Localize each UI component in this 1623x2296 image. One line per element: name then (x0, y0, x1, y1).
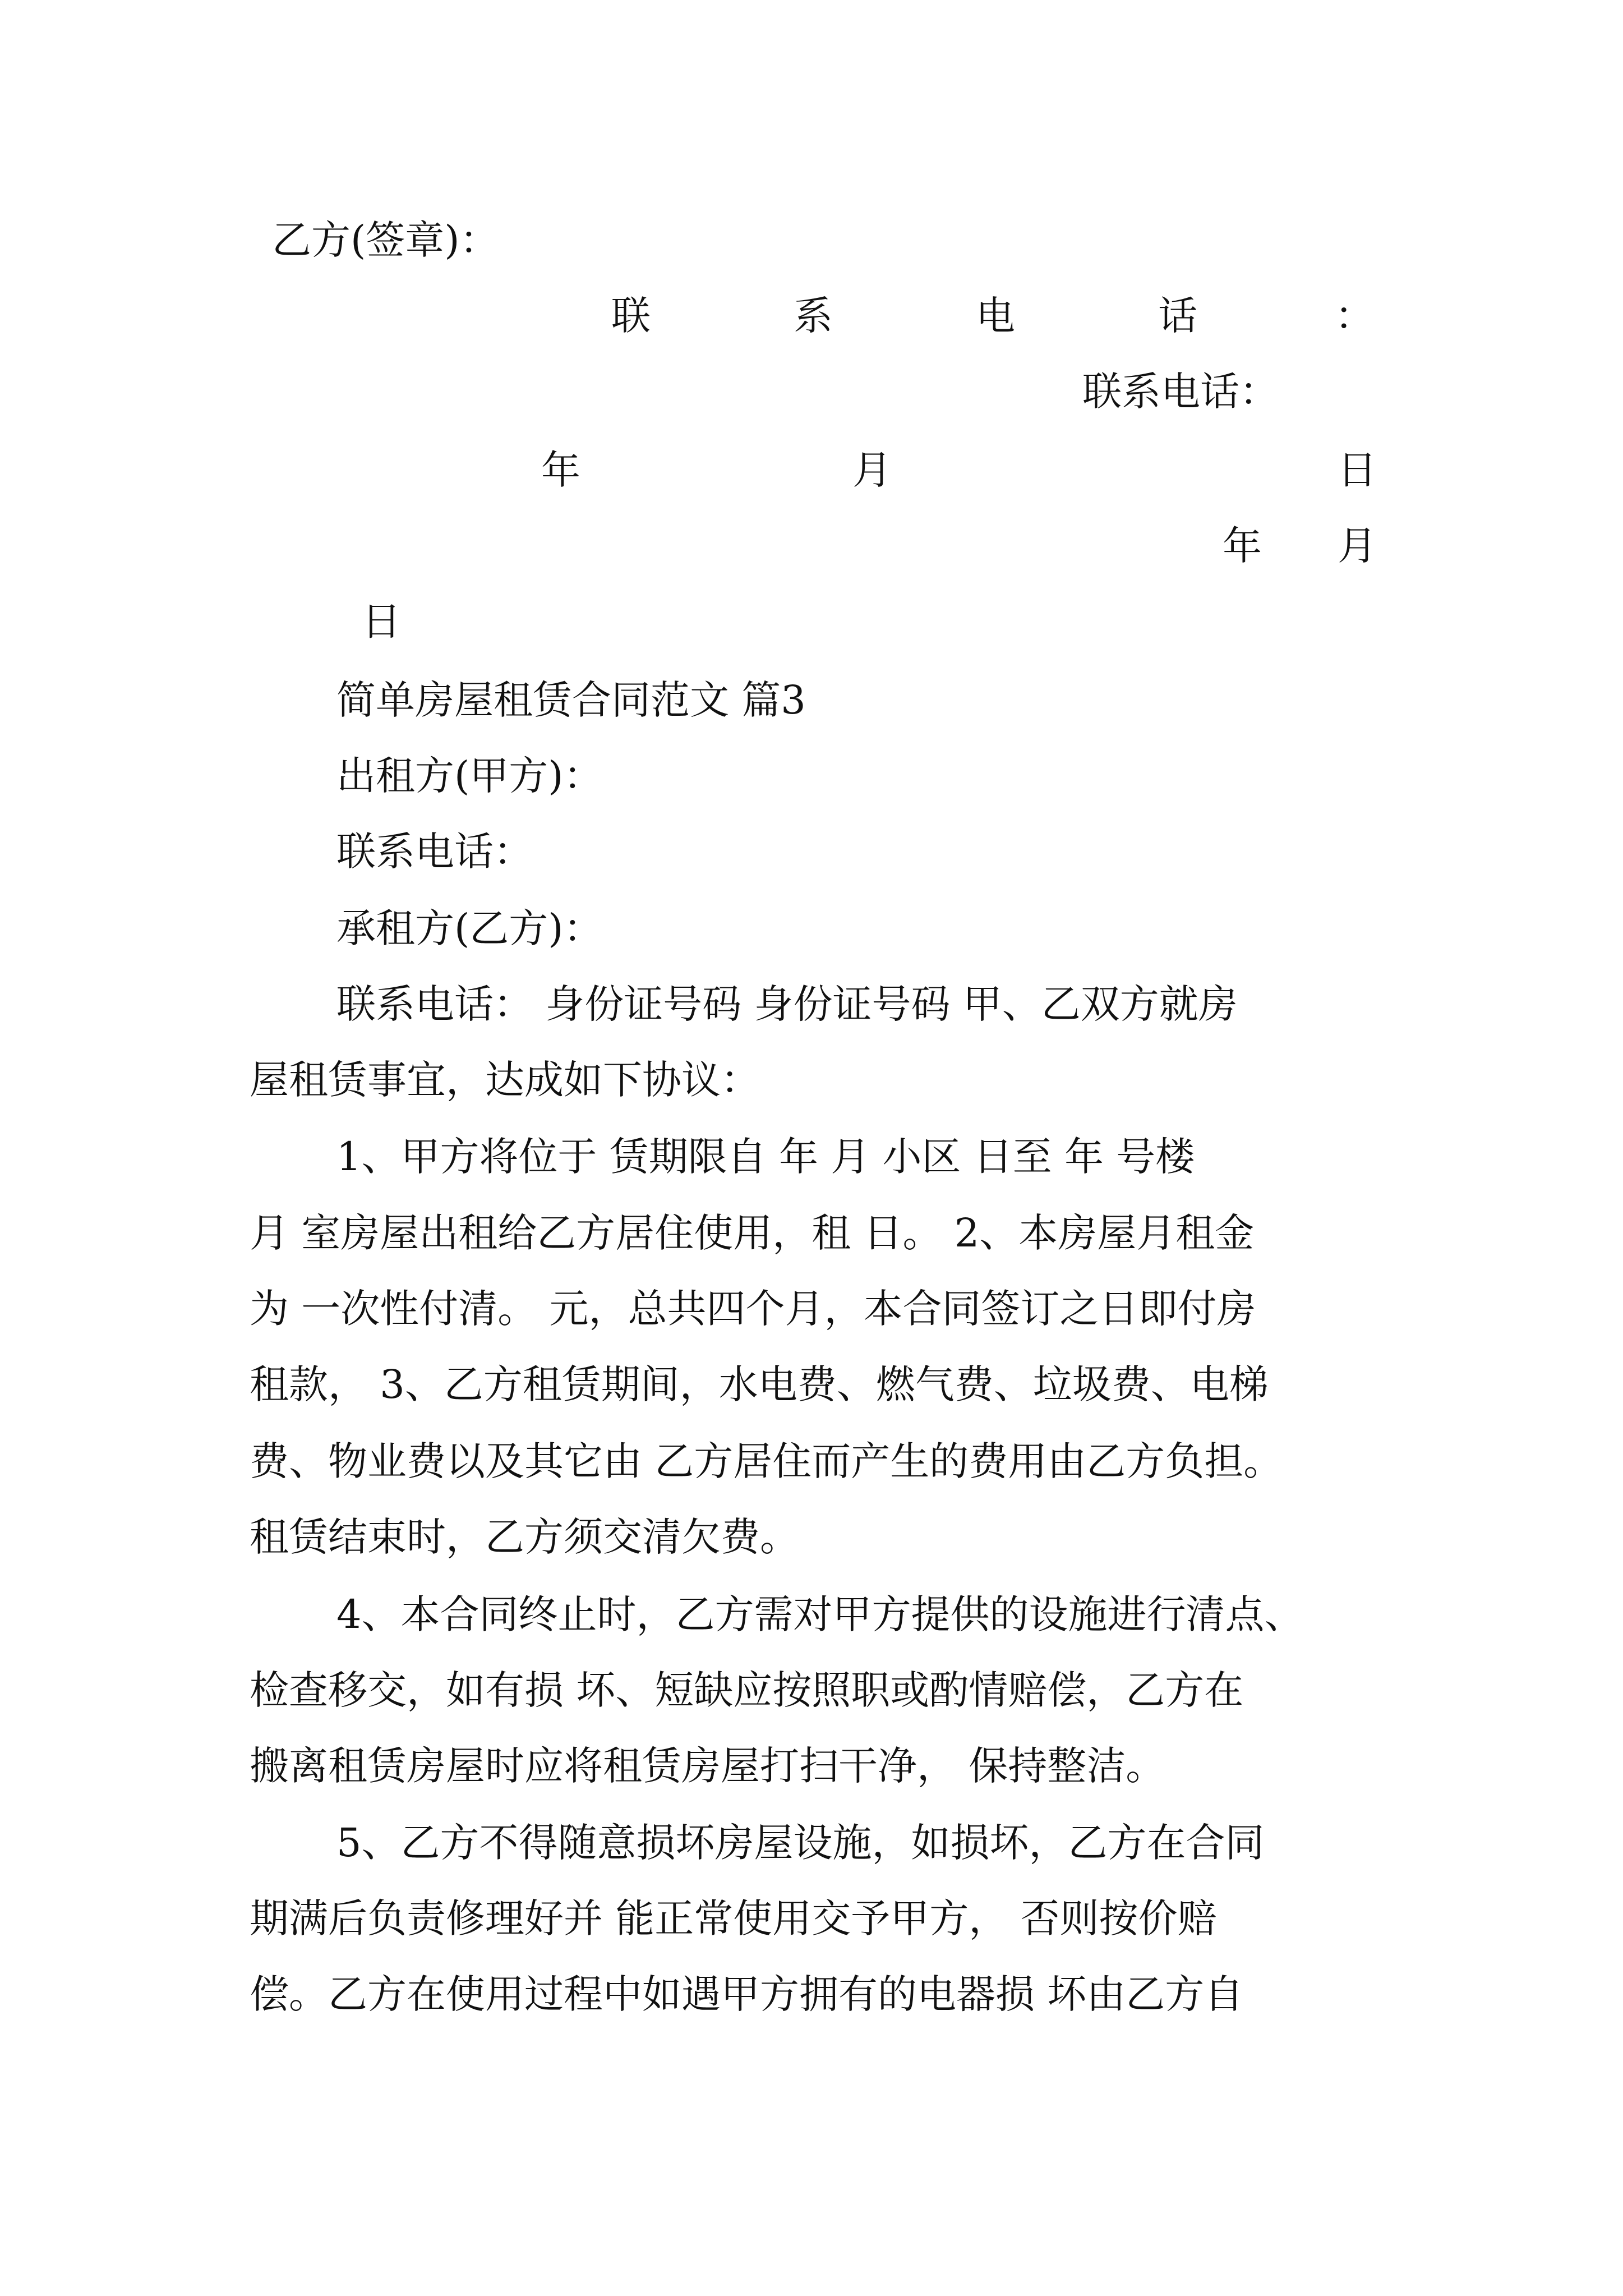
date-month-right-label: 月 (1338, 523, 1377, 569)
paragraph-line: 搬离租赁房屋时应将租赁房屋打扫干净， 保持整洁。 (250, 1743, 1165, 1789)
date-day-label: 日 (1338, 447, 1377, 493)
paragraph-line: 为 一次性付清。 元，总共四个月，本合同签订之日即付房 (250, 1286, 1256, 1332)
date-day-wrapped-label: 日 (362, 599, 401, 645)
lessor-label: 出租方(甲方)： (336, 753, 603, 799)
paragraph-line: 屋租赁事宜，达成如下协议： (250, 1057, 760, 1103)
party-b-signature-label: 乙方(签章)： (272, 217, 499, 263)
contact-phone-spread-label-3: 电 (976, 293, 1015, 339)
contact-phone-right-label: 联系电话： (1082, 369, 1279, 415)
paragraph-line: 期满后负责修理好并 能正常使用交予甲方， 否则按价赔 (250, 1895, 1217, 1941)
paragraph-line: 4、本合同终止时，乙方需对甲方提供的设施进行清点、 (336, 1591, 1304, 1637)
paragraph-line: 租款， 3、乙方租赁期间，水电费、燃气费、垃圾费、电梯 (250, 1361, 1269, 1407)
section-title: 简单房屋租赁合同范文 篇3 (336, 677, 806, 723)
contact-phone-spread-label-4: 话 (1158, 293, 1197, 339)
date-year-label: 年 (541, 447, 580, 493)
paragraph-line: 偿。乙方在使用过程中如遇甲方拥有的电器损 坏由乙方自 (250, 1971, 1244, 2017)
paragraph-line: 月 室房屋出租给乙方居住使用，租 日。 2、本房屋月租金 (250, 1210, 1255, 1256)
paragraph-line: 检查移交，如有损 坏、短缺应按照职或酌情赔偿，乙方在 (250, 1667, 1244, 1713)
contact-phone-spread-label-1: 联 (611, 293, 651, 339)
paragraph-line: 1、甲方将位于 赁期限自 年 月 小区 日至 年 号楼 (336, 1134, 1195, 1180)
paragraph-line: 联系电话： 身份证号码 身份证号码 甲、乙双方就房 (336, 981, 1238, 1027)
contact-phone-spread-label-2: 系 (794, 293, 833, 339)
paragraph-line: 租赁结束时，乙方须交清欠费。 (250, 1514, 799, 1560)
paragraph-line: 5、乙方不得随意损坏房屋设施，如损坏，乙方在合同 (336, 1820, 1265, 1866)
date-month-label: 月 (852, 447, 892, 493)
date-year-right-label: 年 (1223, 523, 1262, 569)
lessor-phone-label: 联系电话： (336, 829, 533, 875)
lessee-label: 承租方(乙方)： (336, 905, 603, 951)
paragraph-line: 费、物业费以及其它由 乙方居住而产生的费用由乙方负担。 (250, 1438, 1283, 1484)
contact-phone-spread-label-5: ： (1335, 293, 1374, 339)
